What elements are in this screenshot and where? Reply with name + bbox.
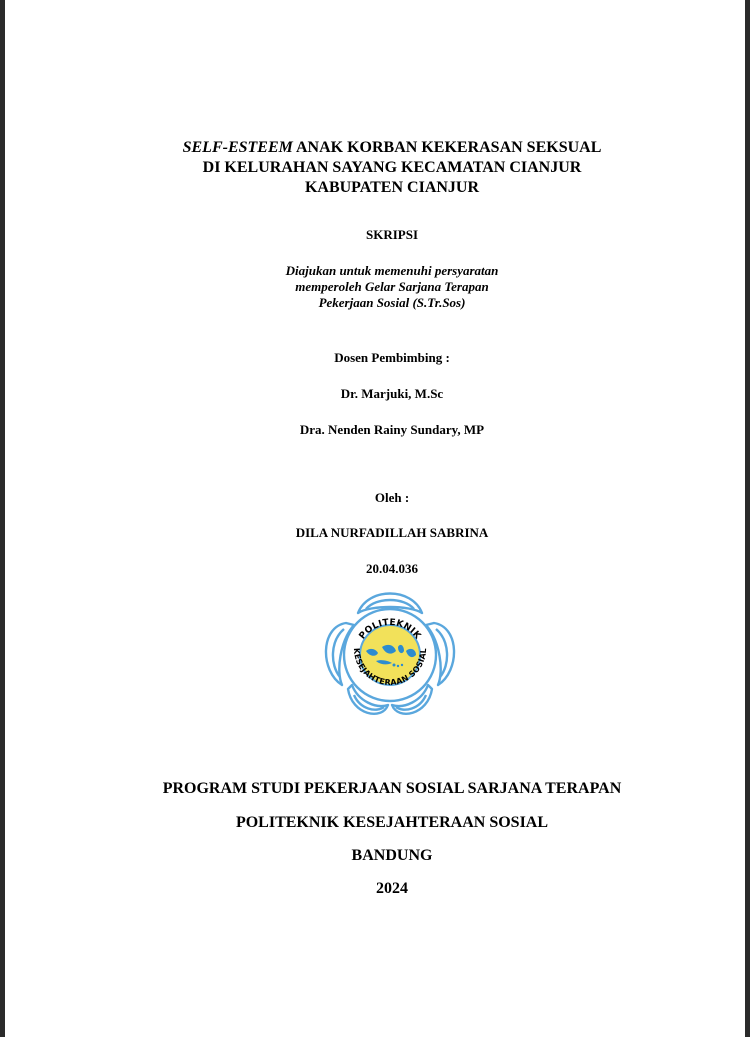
author-id: 20.04.036	[366, 561, 418, 576]
advisor-first: Dr. Marjuki, M.Sc	[340, 386, 444, 401]
purpose-line3: Pekerjaan Sosial (S.Tr.Sos)	[318, 295, 466, 310]
purpose-line1: Diajukan untuk memenuhi persyaratan	[285, 263, 499, 278]
author-label: Oleh :	[374, 490, 410, 505]
document-type: SKRIPSI	[365, 227, 419, 242]
logo-bottom-text: KESEJAHTERAAN SOSIAL	[351, 647, 429, 688]
institution-name: POLITEKNIK KESEJAHTERAAN SOSIAL	[235, 814, 549, 831]
purpose-statement	[5, 263, 750, 311]
logo-top-text: POLITEKNIK	[357, 617, 423, 642]
purpose-line2: memperoleh Gelar Sarjana Terapan	[295, 279, 489, 294]
title-line1: ANAK KORBAN KEKERASAN SEKSUAL	[292, 139, 602, 156]
thesis-title	[5, 138, 750, 198]
study-program: PROGRAM STUDI PEKERJAAN SOSIAL SARJANA TERAPAN	[162, 780, 622, 797]
year: 2024	[376, 880, 408, 897]
author-name: DILA NURFADILLAH SABRINA	[295, 525, 489, 540]
title-line2: DI KELURAHAN SAYANG KECAMATAN CIANJUR	[202, 159, 582, 176]
document-page	[5, 0, 745, 1037]
polytechnic-logo	[318, 585, 462, 723]
advisor-label: Dosen Pembimbing :	[334, 350, 450, 365]
title-line3: KABUPATEN CIANJUR	[304, 179, 480, 196]
city-name: BANDUNG	[351, 847, 433, 864]
advisor-second: Dra. Nenden Rainy Sundary, MP	[299, 422, 485, 437]
title-italic-term: SELF-ESTEEM	[182, 139, 293, 156]
